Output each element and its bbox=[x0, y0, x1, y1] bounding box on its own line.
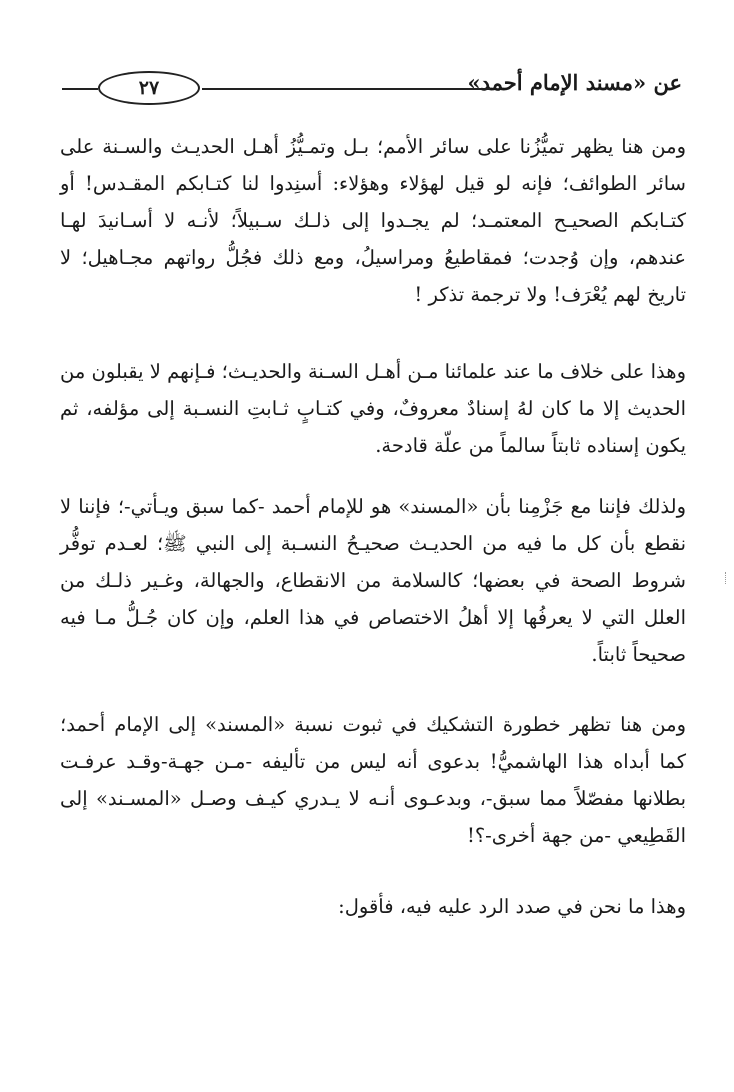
page-header bbox=[62, 66, 682, 110]
header-rule-left bbox=[62, 88, 98, 90]
paragraph-5: وهذا ما نحن في صدد الرد عليه فيه، فأقول: bbox=[338, 895, 686, 918]
paragraph-2: وهذا على خلاف ما عند علمائنا مـن أهـل السـنة والحديـث؛ فـإنهم لا يقبلون من الحديث إلا ما كان لهُ إسنادٌ معروفٌ، وفي كتـابٍ ثـابتِ النسـبة إلى مؤلفه، ثم يكون إسناده ثابتاً سالماً من علّة قادحة. bbox=[60, 360, 686, 457]
paragraph-3: ولذلك فإننا مع جَزْمِنا بأن «المسند» هو للإمام أحمد -كما سبق ويـأتي-؛ فإننا لا نقطع بأن كل ما فيه من الحديـث صحيـحُ النسـبة إلى النبي ﷺ؛ لعـدم توفُّر شروط الصحة في بعضها؛ كالسلامة من الانقطاع، والجهالة، وغـير ذلـك من العلل التي لا يعرفُها إلا أهلُ الاختصاص في هذا العلم، وإن كان جُـلُّ مـا فيه صحيحاً ثابتاً. bbox=[60, 495, 686, 666]
paragraph-1: ومن هنا يظهر تميُّزُنا على سائر الأمم؛ بـل وتمـيُّزُ أهـل الحديـث والسـنة على سائر الطوائف؛ فإنه لو قيل لهؤلاء وهؤلاء: أسنِدوا لنا كتـابكم المقـدس! أو كتـابكم الصحيـح المعتمـد؛ لم يجـدوا إلى ذلـك سـبيلاً؛ لأنـه لا أسـانيدَ لهـا عندهم، وإن وُجدت؛ فمقاطيعُ ومراسيلُ، ومع ذلك فجُلُّ رواتهم مجـاهيل؛ لا تاريخ لهم يُعْرَف! ولا ترجمة تذكر ! bbox=[60, 135, 686, 306]
paragraph-4: ومن هنا تظهر خطورة التشكيك في ثبوت نسبة «المسند» إلى الإمام أحمد؛ كما أبداه هذا الهاشميُّ! بدعوى أنه ليس من تأليفه -مـن جهـة-وقـد عرفـت بطلانها مفصّلاً مما سبق-، وبدعـوى أنـه لا يـدري كيـف وصـل «المسـند» إلى القَطِيعي -من جهة أخرى-؟! bbox=[60, 713, 686, 847]
header-rule-right bbox=[202, 88, 490, 90]
margin-scan-mark bbox=[723, 572, 726, 584]
running-title: عن «مسند الإمام أحمد» bbox=[467, 70, 682, 95]
page-number: ٢٧ bbox=[98, 71, 200, 105]
